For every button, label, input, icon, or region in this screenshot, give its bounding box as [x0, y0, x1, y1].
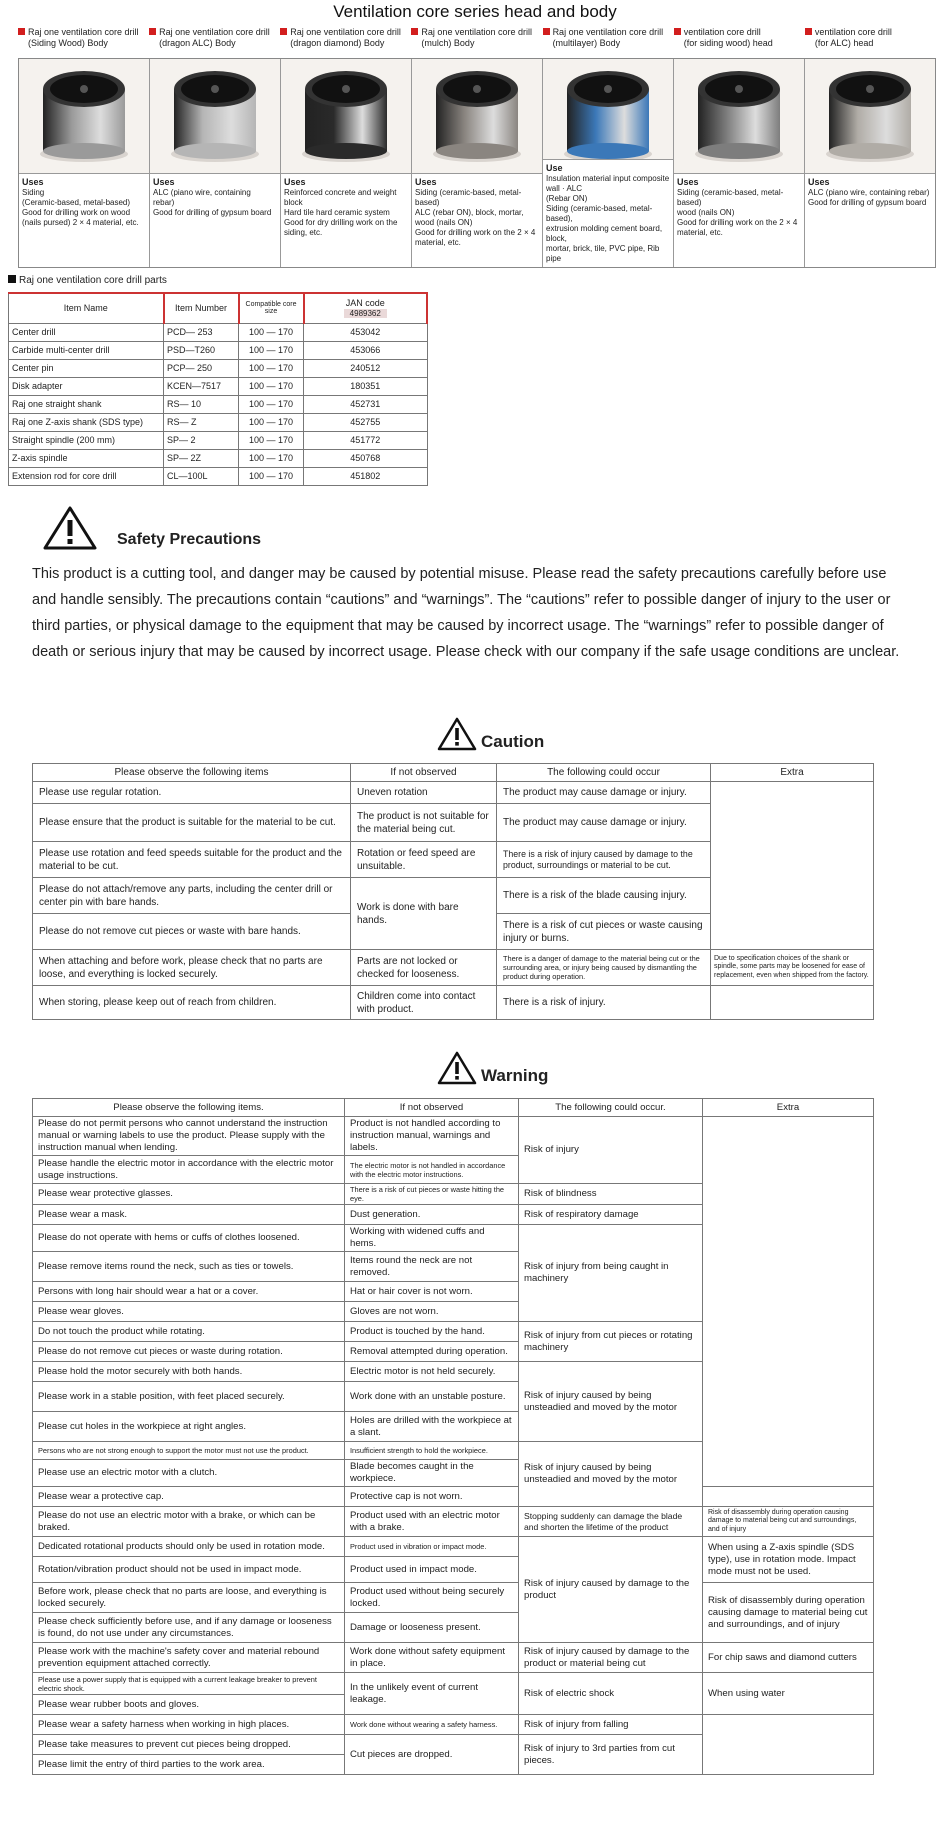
caution-cell: The product may cause damage or injury. — [497, 804, 711, 842]
product-uses — [281, 174, 411, 241]
warning-cell: Risk of electric shock — [519, 1673, 703, 1715]
parts-header-jan — [304, 293, 428, 323]
warning-cell: There is a risk of cut pieces or waste hitting the eye. — [345, 1184, 519, 1205]
parts-heading — [8, 275, 167, 286]
safety-title: Safety Precautions — [117, 531, 262, 548]
warning-cell: Please hold the motor securely with both hands. — [33, 1362, 345, 1382]
caution-cell: There is a risk of injury caused by damage to the product, surroundings or material to be cut. — [497, 842, 711, 878]
warning-cell: For chip saws and diamond cutters — [703, 1643, 874, 1673]
parts-heading-text: Raj one ventilation core drill parts — [19, 275, 167, 286]
warning-cell: Risk of injury caused by damage to the product — [519, 1537, 703, 1643]
caution-header-not-observed: If not observed — [351, 764, 497, 782]
warning-cell: Risk of injury from cut pieces or rotating machinery — [519, 1322, 703, 1362]
product-card — [150, 59, 281, 267]
warning-cell: Please do not remove cut pieces or waste during rotation. — [33, 1342, 345, 1362]
warning-cell: Dedicated rotational products should only be used in rotation mode. — [33, 1537, 345, 1557]
table-row — [9, 449, 428, 467]
caution-cell: The product is not suitable for the material being cut. — [351, 804, 497, 842]
parts-cell: Center pin — [9, 359, 164, 377]
product-name: Raj one ventilation core drill — [421, 27, 532, 37]
warning-cell: Hat or hair cover is not worn. — [345, 1282, 519, 1302]
parts-cell: 450768 — [304, 449, 428, 467]
warning-cell: Working with widened cuffs and hems. — [345, 1225, 519, 1252]
product-heading — [411, 27, 542, 49]
product-name: ventilation core drill — [683, 27, 761, 37]
warning-cell: Please use an electric motor with a clutch. — [33, 1460, 345, 1487]
warning-header-extra: Extra — [703, 1099, 874, 1117]
parts-cell: 451802 — [304, 467, 428, 485]
parts-cell: Disk adapter — [9, 377, 164, 395]
uses-label: Uses — [808, 177, 830, 187]
warning-cell: Product used without being securely locked. — [345, 1583, 519, 1613]
product-sub: (mulch) Body — [421, 38, 475, 48]
warning-cell: Please remove items round the neck, such as ties or towels. — [33, 1252, 345, 1282]
parts-cell: 100 — 170 — [239, 449, 304, 467]
product-name: Raj one ventilation core drill — [290, 27, 401, 37]
caution-title: Caution — [481, 732, 545, 751]
product-name: Raj one ventilation core drill — [552, 27, 664, 37]
caution-cell: Please use regular rotation. — [33, 782, 351, 804]
product-heading — [805, 27, 936, 49]
table-row — [9, 413, 428, 431]
parts-cell: 451772 — [304, 431, 428, 449]
warning-cell: Do not touch the product while rotating. — [33, 1322, 345, 1342]
product-card — [19, 59, 150, 267]
core-drill-icon — [150, 59, 280, 174]
parts-cell: 100 — 170 — [239, 341, 304, 359]
uses-text: ALC (piano wire, containing rebar) Good for drilling of gypsum board — [808, 188, 930, 207]
caution-cell: There is a danger of damage to the material being cut or the surrounding area, or injury being caused by dismantling the product during operation. — [497, 950, 711, 986]
table-row — [9, 359, 428, 377]
warning-cell: Please wear rubber boots and gloves. — [33, 1695, 345, 1715]
product-uses — [543, 160, 673, 267]
warning-cell: Risk of disassembly during operation causing damage to material being cut and surroundings, and of injury — [703, 1507, 874, 1537]
parts-header-item-number: Item Number — [164, 293, 239, 323]
parts-cell: Raj one Z-axis shank (SDS type) — [9, 413, 164, 431]
caution-cell: When storing, please keep out of reach from children. — [33, 986, 351, 1020]
warning-cell: Product used with an electric motor with a brake. — [345, 1507, 519, 1537]
product-gallery — [18, 58, 936, 268]
parts-cell: 100 — 170 — [239, 359, 304, 377]
warning-cell: Work done without wearing a safety harness. — [345, 1715, 519, 1735]
warning-cell: Protective cap is not worn. — [345, 1487, 519, 1507]
warning-cell: In the unlikely event of current leakage. — [345, 1673, 519, 1715]
caution-cell: Uneven rotation — [351, 782, 497, 804]
warning-cell: Risk of injury to 3rd parties from cut pieces. — [519, 1735, 703, 1775]
warning-title: Warning — [481, 1066, 549, 1085]
warning-cell: Persons who are not strong enough to support the motor must not use the product. — [33, 1442, 345, 1460]
warning-cell: Please take measures to prevent cut pieces being dropped. — [33, 1735, 345, 1755]
table-row — [9, 431, 428, 449]
product-sub: (for ALC) head — [814, 38, 874, 48]
uses-label: Uses — [284, 177, 306, 187]
parts-cell: 453042 — [304, 323, 428, 341]
warning-header-not-observed: If not observed — [345, 1099, 519, 1117]
safety-text: This product is a cutting tool, and danger may be caused by potential misuse. Please read the safety precautions carefully before use and handle sensibly. The precautions contain “cautions” and “warnings”. The “cautions” refer to possible danger of injury to the user or third parties, or physical damage to the equipment that may be caused by incorrect usage. The “warnings” refer to possible danger of death or serious injury that may be caused by incorrect usage. Please check with our company if the safe usage conditions are unclear. — [32, 566, 900, 660]
warning-header-occur: The following could occur. — [519, 1099, 703, 1117]
red-square-icon — [280, 28, 287, 35]
caution-header-observe: Please observe the following items — [33, 764, 351, 782]
caution-cell: Please ensure that the product is suitable for the material to be cut. — [33, 804, 351, 842]
core-drill-image — [19, 59, 149, 174]
caution-cell: Work is done with bare hands. — [351, 878, 497, 950]
warning-cell: Please do not permit persons who cannot understand the instruction manual or warning labels to use the product. Please supply with the instruction manual when lending. — [33, 1117, 345, 1156]
core-drill-image — [412, 59, 542, 174]
caution-cell: Please do not attach/remove any parts, including the center drill or center pin with bare hands. — [33, 878, 351, 914]
warning-cell: Risk of injury from being caught in machinery — [519, 1225, 703, 1322]
caution-cell: Due to specification choices of the shank or spindle, some parts may be loosened for ease of replacement, even when shipped from the factory. — [711, 950, 874, 986]
warning-cell: Please wear protective glasses. — [33, 1184, 345, 1205]
warning-cell: Please work in a stable position, with feet placed securely. — [33, 1382, 345, 1412]
warning-cell: Please use a power supply that is equipped with a current leakage breaker to prevent electric shock. — [33, 1673, 345, 1695]
parts-cell: 100 — 170 — [239, 467, 304, 485]
caution-table — [32, 763, 874, 1020]
warning-cell: Cut pieces are dropped. — [345, 1735, 519, 1775]
product-card — [805, 59, 935, 267]
red-square-icon — [543, 28, 550, 35]
warning-extra-empty — [703, 1715, 874, 1775]
caution-extra-empty — [711, 986, 874, 1020]
product-sub: (Siding Wood) Body — [28, 38, 108, 48]
warning-cell: Rotation/vibration product should not be used in impact mode. — [33, 1557, 345, 1583]
parts-cell: RS— Z — [164, 413, 239, 431]
product-uses — [674, 174, 804, 241]
core-drill-icon — [674, 59, 804, 174]
parts-cell: Extension rod for core drill — [9, 467, 164, 485]
parts-cell: SP— 2 — [164, 431, 239, 449]
parts-cell: PCP— 250 — [164, 359, 239, 377]
warning-cell: Product used in impact mode. — [345, 1557, 519, 1583]
warning-cell: Please cut holes in the workpiece at right angles. — [33, 1412, 345, 1442]
caution-extra-empty — [711, 782, 874, 950]
parts-cell: 452731 — [304, 395, 428, 413]
caution-cell: Please do not remove cut pieces or waste with bare hands. — [33, 914, 351, 950]
warning-cell: Risk of disassembly during operation causing damage to material being cut and surroundings, and of injury — [703, 1583, 874, 1643]
warning-cell: Product is touched by the hand. — [345, 1322, 519, 1342]
uses-text: Siding (ceramic-based, metal-based) ALC (rebar ON), block, mortar, wood (nails ON) Good for drilling work on the 2 × 4 material, etc. — [415, 188, 536, 247]
parts-cell: PCD— 253 — [164, 323, 239, 341]
warning-cell: Work done without safety equipment in place. — [345, 1643, 519, 1673]
warning-cell: Stopping suddenly can damage the blade and shorten the lifetime of the product — [519, 1507, 703, 1537]
warning-cell: Work done with an unstable posture. — [345, 1382, 519, 1412]
product-heading — [280, 27, 411, 49]
page-title: Ventilation core series head and body — [333, 2, 617, 21]
parts-cell: 100 — 170 — [239, 323, 304, 341]
product-card — [543, 59, 674, 267]
warning-cell: Holes are drilled with the workpiece at a slant. — [345, 1412, 519, 1442]
uses-text: Siding (ceramic-based, metal-based) wood (nails ON) Good for drilling work on the 2 × 4 material, etc. — [677, 188, 798, 237]
table-row — [9, 323, 428, 341]
caution-cell: There is a risk of the blade causing injury. — [497, 878, 711, 914]
product-sub: (for siding wood) head — [683, 38, 773, 48]
core-drill-icon — [805, 59, 935, 174]
warning-cell: Please wear a mask. — [33, 1205, 345, 1225]
parts-cell: 453066 — [304, 341, 428, 359]
product-heading — [543, 27, 674, 49]
warning-extra-empty — [703, 1117, 874, 1487]
caution-triangle-icon — [436, 716, 478, 752]
product-heading — [674, 27, 805, 49]
jan-label: JAN code — [345, 298, 385, 309]
product-uses — [805, 174, 935, 211]
uses-label: Uses — [677, 177, 699, 187]
caution-cell: When attaching and before work, please check that no parts are loose, and everything is locked securely. — [33, 950, 351, 986]
product-uses — [150, 174, 280, 221]
table-row — [9, 377, 428, 395]
parts-cell: Straight spindle (200 mm) — [9, 431, 164, 449]
parts-cell: 100 — 170 — [239, 395, 304, 413]
caution-cell: There is a risk of cut pieces or waste causing injury or burns. — [497, 914, 711, 950]
parts-cell: 452755 — [304, 413, 428, 431]
uses-text: Siding (Ceramic-based, metal-based) Good for drilling work on wood (nails pursed) 2 × 4 material, etc. — [22, 188, 139, 227]
warning-cell: Risk of respiratory damage — [519, 1205, 703, 1225]
caution-cell: Please use rotation and feed speeds suitable for the product and the material to be cut. — [33, 842, 351, 878]
product-heading — [18, 27, 149, 49]
core-drill-icon — [281, 59, 411, 174]
table-row — [9, 341, 428, 359]
uses-label: Uses — [415, 177, 437, 187]
warning-cell: Risk of injury caused by being unsteadied and moved by the motor — [519, 1362, 703, 1442]
uses-label: Uses — [153, 177, 175, 187]
warning-cell: Please wear gloves. — [33, 1302, 345, 1322]
warning-cell: Please do not operate with hems or cuffs of clothes loosened. — [33, 1225, 345, 1252]
product-card — [674, 59, 805, 267]
product-heading — [149, 27, 280, 49]
caution-cell: Children come into contact with product. — [351, 986, 497, 1020]
uses-text: Reinforced concrete and weight block Hard tile hard ceramic system Good for dry drilling work on the siding, etc. — [284, 188, 398, 237]
warning-cell: Please limit the entry of third parties to the work area. — [33, 1755, 345, 1775]
warning-cell: When using a Z-axis spindle (SDS type), use in rotation mode. Impact mode must not be used. — [703, 1537, 874, 1583]
red-square-icon — [674, 28, 681, 35]
warning-cell: Risk of injury caused by damage to the product or material being cut — [519, 1643, 703, 1673]
warning-cell: Persons with long hair should wear a hat or a cover. — [33, 1282, 345, 1302]
warning-cell: Please handle the electric motor in accordance with the electric motor usage instructions. — [33, 1156, 345, 1184]
parts-header-item-name: Item Name — [9, 293, 164, 323]
core-drill-image — [281, 59, 411, 174]
parts-cell: RS— 10 — [164, 395, 239, 413]
core-drill-icon — [543, 59, 673, 160]
warning-header-observe: Please observe the following items. — [33, 1099, 345, 1117]
uses-text: ALC (piano wire, containing rebar) Good for drilling of gypsum board — [153, 188, 272, 217]
warning-cell: Risk of injury from falling — [519, 1715, 703, 1735]
warning-cell: When using water — [703, 1673, 874, 1715]
parts-cell: 180351 — [304, 377, 428, 395]
parts-cell: SP— 2Z — [164, 449, 239, 467]
product-card — [412, 59, 543, 267]
warning-cell: Damage or looseness present. — [345, 1613, 519, 1643]
table-row — [9, 395, 428, 413]
red-square-icon — [149, 28, 156, 35]
caution-cell: There is a risk of injury. — [497, 986, 711, 1020]
warning-cell: The electric motor is not handled in accordance with the electric motor instructions. — [345, 1156, 519, 1184]
warning-cell: Please work with the machine's safety cover and material rebound prevention equipment attached correctly. — [33, 1643, 345, 1673]
product-uses — [19, 174, 149, 231]
parts-cell: 100 — 170 — [239, 431, 304, 449]
parts-cell: Z-axis spindle — [9, 449, 164, 467]
warning-extra-empty — [703, 1487, 874, 1507]
warning-cell: Electric motor is not held securely. — [345, 1362, 519, 1382]
red-square-icon — [411, 28, 418, 35]
warning-cell: Product used in vibration or impact mode. — [345, 1537, 519, 1557]
uses-label: Uses — [22, 177, 44, 187]
warning-cell: Before work, please check that no parts are loose, and everything is locked securely. — [33, 1583, 345, 1613]
parts-cell: Center drill — [9, 323, 164, 341]
parts-cell: 240512 — [304, 359, 428, 377]
warning-cell: Dust generation. — [345, 1205, 519, 1225]
parts-cell: KCEN—7517 — [164, 377, 239, 395]
product-uses — [412, 174, 542, 251]
warning-cell: Insufficient strength to hold the workpiece. — [345, 1442, 519, 1460]
caution-cell: Rotation or feed speed are unsuitable. — [351, 842, 497, 878]
parts-cell: 100 — 170 — [239, 413, 304, 431]
red-square-icon — [18, 28, 25, 35]
caution-cell: The product may cause damage or injury. — [497, 782, 711, 804]
core-drill-image — [674, 59, 804, 174]
table-row — [9, 467, 428, 485]
warning-cell: Items round the neck are not removed. — [345, 1252, 519, 1282]
warning-cell: Please wear a protective cap. — [33, 1487, 345, 1507]
product-name: Raj one ventilation core drill — [28, 27, 139, 37]
core-drill-icon — [412, 59, 542, 174]
warning-cell: Please wear a safety harness when working in high places. — [33, 1715, 345, 1735]
warning-cell: Risk of injury caused by being unsteadied and moved by the motor — [519, 1442, 703, 1507]
warning-cell: Please check sufficiently before use, and if any damage or looseness is found, do not use under any circumstances. — [33, 1613, 345, 1643]
product-name: Raj one ventilation core drill — [159, 27, 270, 37]
product-card — [281, 59, 412, 267]
parts-cell: PSD—T260 — [164, 341, 239, 359]
parts-table — [8, 292, 428, 486]
core-drill-icon — [19, 59, 149, 174]
parts-cell: 100 — 170 — [239, 377, 304, 395]
parts-cell: Raj one straight shank — [9, 395, 164, 413]
jan-prefix: 4989362 — [344, 309, 387, 318]
uses-text: Insulation material input composite wall · ALC (Rebar ON) Siding (ceramic-based, metal-based), extrusion molding cement board, block, mortar, brick, tile, PVC pipe, Rib pipe — [546, 174, 670, 263]
caution-header-extra: Extra — [711, 764, 874, 782]
warning-triangle-icon — [42, 505, 98, 551]
core-drill-image — [150, 59, 280, 174]
caution-header-occur: The following could occur — [497, 764, 711, 782]
uses-label: Use — [546, 163, 563, 173]
product-sub: (multilayer) Body — [552, 38, 621, 48]
warning-cell: Product is not handled according to instruction manual, warnings and labels. — [345, 1117, 519, 1156]
warning-cell: Gloves are not worn. — [345, 1302, 519, 1322]
caution-cell: Parts are not locked or checked for looseness. — [351, 950, 497, 986]
product-sub: (dragon diamond) Body — [290, 38, 385, 48]
warning-cell: Please do not use an electric motor with a brake, or which can be braked. — [33, 1507, 345, 1537]
product-sub: (dragon ALC) Body — [159, 38, 236, 48]
parts-header-core-size: Compatible core size — [239, 293, 304, 323]
core-drill-image — [805, 59, 935, 174]
warning-table — [32, 1098, 874, 1775]
parts-cell: Carbide multi-center drill — [9, 341, 164, 359]
product-name: ventilation core drill — [814, 27, 892, 37]
warning-cell: Risk of injury — [519, 1117, 703, 1184]
warning-icon — [436, 1050, 478, 1086]
warning-cell: Risk of blindness — [519, 1184, 703, 1205]
red-square-icon — [805, 28, 812, 35]
warning-cell: Removal attempted during operation. — [345, 1342, 519, 1362]
parts-cell: CL—100L — [164, 467, 239, 485]
warning-cell: Blade becomes caught in the workpiece. — [345, 1460, 519, 1487]
core-drill-image — [543, 59, 673, 160]
